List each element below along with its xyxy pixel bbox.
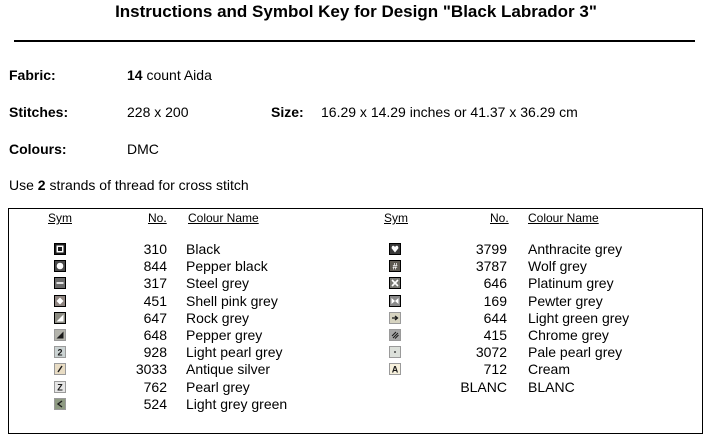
colour-name: Cream (528, 361, 571, 378)
colour-number: 647 (143, 309, 167, 326)
colour-name: Pewter grey (528, 292, 603, 309)
svg-text:A: A (391, 364, 399, 375)
header-no-right: No. (490, 211, 509, 225)
colour-number: BLANC (460, 378, 507, 395)
triangle-icon (54, 312, 66, 324)
slash-icon (54, 363, 66, 375)
colour-number: 844 (143, 258, 167, 275)
colour-number: 415 (483, 327, 507, 343)
colour-number: 3787 (475, 258, 507, 275)
colour-name: Platinum grey (528, 275, 614, 292)
letter-a-icon (389, 363, 401, 375)
dot-icon (389, 346, 401, 358)
colour-name: Steel grey (186, 275, 250, 292)
colour-name: BLANC (528, 378, 575, 395)
colour-name: Light grey green (186, 395, 288, 412)
colour-name: Antique silver (186, 361, 271, 378)
colour-number: 646 (483, 275, 507, 292)
fabric-count: 14 (127, 67, 143, 83)
svg-text:2: 2 (57, 347, 63, 358)
number-2-icon (54, 346, 66, 358)
colour-name: Pearl grey (186, 378, 250, 395)
svg-text:#: # (392, 261, 398, 272)
colour-number: 928 (143, 344, 167, 361)
stripes-icon (389, 329, 401, 341)
colour-name: Shell pink grey (186, 292, 278, 309)
fabric-value (127, 67, 212, 83)
strands-count: 2 (37, 177, 46, 193)
colour-number: 317 (143, 275, 167, 292)
colour-number: 3072 (475, 344, 507, 361)
colour-number: 524 (143, 395, 167, 412)
colour-name: Black (186, 241, 221, 257)
hash-icon (389, 260, 401, 272)
colour-number: 644 (483, 309, 507, 326)
colour-name: Chrome grey (528, 327, 609, 343)
header-name-left: Colour Name (188, 211, 259, 225)
colours-label: Colours: (9, 141, 67, 157)
colour-name: Light green grey (528, 309, 630, 326)
page-title: Instructions and Symbol Key for Design "Black Labrador 3" (115, 2, 597, 21)
colour-number: 169 (483, 292, 507, 309)
strands-instruction (9, 177, 249, 193)
size-value: 16.29 x 14.29 inches or 41.37 x 36.29 cm (321, 104, 578, 120)
header-sym-right: Sym (384, 211, 408, 225)
colour-number: 712 (483, 361, 507, 378)
triangle-icon (54, 329, 66, 341)
strands-pre: Use (9, 177, 38, 193)
strands-post: strands of thread for cross stitch (45, 177, 249, 193)
colour-name: Pepper grey (186, 327, 263, 343)
diamond-icon (54, 295, 66, 307)
colour-number: 310 (143, 241, 167, 257)
header-sym-left: Sym (48, 211, 72, 225)
fabric-type: count Aida (142, 67, 212, 83)
header-no-left: No. (148, 211, 167, 225)
size-label: Size: (271, 104, 304, 120)
blank-icon (389, 381, 401, 393)
colour-number: 648 (143, 327, 167, 343)
minus-icon (54, 277, 66, 289)
colour-number: 451 (143, 292, 167, 309)
colour-name: Pale pearl grey (528, 344, 623, 361)
fabric-label: Fabric: (9, 67, 56, 83)
circle-icon (54, 260, 66, 272)
bowtie-icon (389, 295, 401, 307)
colour-number: 3799 (475, 241, 507, 257)
header-name-right: Colour Name (528, 211, 599, 225)
colour-name: Light pearl grey (186, 344, 283, 361)
colour-name: Anthracite grey (528, 241, 623, 257)
colour-number: 3033 (135, 361, 167, 378)
open-square-icon (54, 243, 66, 255)
less-than-icon (54, 398, 66, 410)
colours-value: DMC (127, 141, 159, 157)
x-icon (389, 277, 401, 289)
arrow-right-icon (389, 312, 401, 324)
svg-text:Z: Z (57, 382, 63, 392)
colour-name: Wolf grey (528, 258, 587, 275)
stitches-label: Stitches: (9, 104, 69, 120)
heart-icon (389, 243, 401, 255)
colour-name: Rock grey (186, 309, 250, 326)
title-divider (14, 40, 695, 42)
colour-name: Pepper black (186, 258, 268, 275)
letter-z-icon (54, 381, 66, 393)
stitches-value: 228 x 200 (127, 104, 189, 120)
colour-number: 762 (143, 378, 167, 395)
